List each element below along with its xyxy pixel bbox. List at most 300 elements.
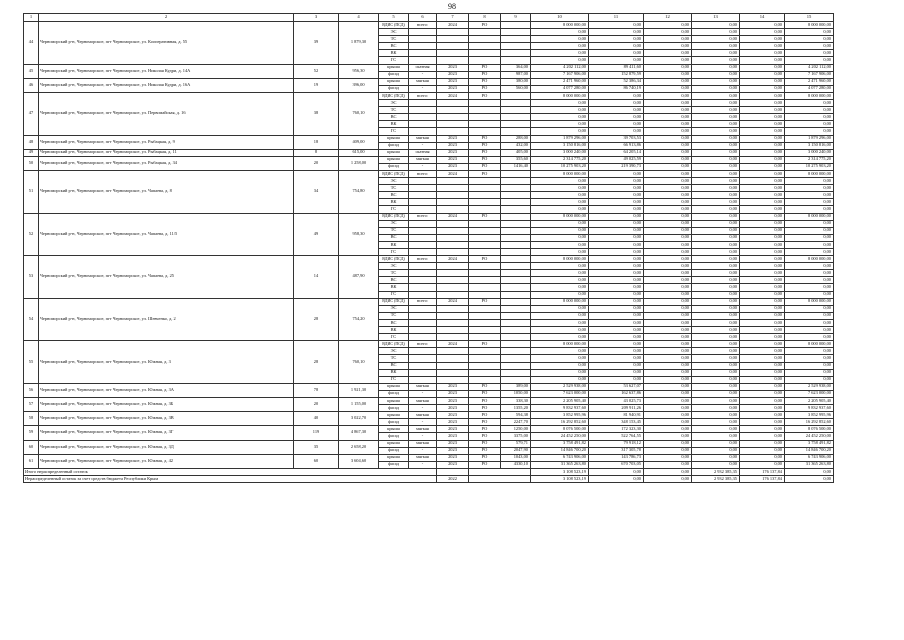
table-cell: 0,00: [644, 291, 692, 298]
table-cell: 7 167 906,00: [531, 71, 589, 78]
table-cell: 0,00: [740, 178, 785, 185]
table-cell: 0,00: [644, 249, 692, 256]
table-cell: 0,00: [785, 319, 834, 326]
table-cell: 0,00: [644, 433, 692, 440]
total-value: 2 932 385,35: [692, 468, 740, 475]
table-cell: 10 275 903,20: [785, 163, 834, 170]
table-cell: 1043,00: [501, 454, 531, 461]
table-cell: 0,00: [785, 270, 834, 277]
table-cell: мягкая: [409, 383, 437, 390]
total-blank: [469, 476, 531, 483]
table-cell: 8 000 000,00: [531, 213, 589, 220]
table-cell: 81 940,91: [589, 412, 644, 419]
table-cell: 14 846 700,20: [785, 447, 834, 454]
table-cell: [469, 220, 501, 227]
table-cell: 0,00: [785, 29, 834, 36]
table-cell: ТС: [379, 227, 409, 234]
table-cell: 0,00: [589, 234, 644, 241]
table-cell: РО: [469, 135, 501, 142]
table-cell: [409, 114, 437, 121]
total-value: 0,00: [589, 476, 644, 483]
table-cell: РО: [469, 64, 501, 71]
table-cell: ТС: [379, 270, 409, 277]
table-cell: [501, 29, 531, 36]
table-cell: [469, 128, 501, 135]
table-cell: 4 202 112,00: [785, 64, 834, 71]
table-cell: 487,90: [339, 256, 379, 299]
total-value: 3 108 523,19: [531, 476, 589, 483]
table-cell: 0,00: [692, 43, 740, 50]
table-cell: 0,00: [740, 376, 785, 383]
table-cell: 0,00: [740, 213, 785, 220]
table-cell: РО: [469, 419, 501, 426]
table-cell: 0,00: [740, 57, 785, 64]
total-value: 176 137,84: [740, 476, 785, 483]
table-cell: 0,00: [644, 312, 692, 319]
table-cell: 0,00: [785, 355, 834, 362]
address-cell: Черноморский р-н, Черноморское, пгт Черноморское, ул. Южная, д. 3В: [39, 412, 294, 426]
table-cell: -: [409, 419, 437, 426]
table-cell: 0,00: [740, 185, 785, 192]
table-cell: 1 879,30: [339, 22, 379, 65]
table-cell: 57: [24, 397, 39, 411]
address-cell: Черноморский р-н, Черноморское, пгт Черноморское, ул. Кооперативная, д. 55: [39, 22, 294, 65]
table-cell: 0,00: [740, 454, 785, 461]
table-cell: крыша: [379, 156, 409, 163]
table-cell: 0,00: [740, 85, 785, 92]
table-cell: 8 000 000,00: [531, 256, 589, 263]
column-number-cell: 15: [785, 14, 834, 22]
table-cell: 0,00: [531, 100, 589, 107]
table-cell: 0,00: [644, 156, 692, 163]
table-cell: [437, 43, 469, 50]
table-cell: [469, 192, 501, 199]
table-row: [24, 135, 834, 142]
table-cell: РО: [469, 341, 501, 348]
table-cell: [501, 256, 531, 263]
table-cell: всего:: [409, 341, 437, 348]
table-cell: 0,00: [644, 305, 692, 312]
table-cell: фасад: [379, 163, 409, 170]
table-cell: ВДИС (ПСД): [379, 170, 409, 177]
table-cell: 0,00: [785, 312, 834, 319]
table-cell: 43 025,73: [589, 397, 644, 404]
table-cell: 2024: [437, 22, 469, 29]
table-cell: 2023: [437, 64, 469, 71]
table-cell: 52: [294, 64, 339, 78]
table-cell: [409, 263, 437, 270]
table-cell: фасад: [379, 405, 409, 412]
table-cell: фасад: [379, 142, 409, 149]
address-cell: Черноморский р-н, Черноморское, пгт Черноморское, ул. Шевченко, д. 2: [39, 298, 294, 341]
table-cell: 0,00: [589, 100, 644, 107]
table-cell: -: [409, 71, 437, 78]
table-cell: [409, 100, 437, 107]
table-cell: 0,00: [785, 100, 834, 107]
table-cell: 0,00: [785, 57, 834, 64]
table-cell: [409, 227, 437, 234]
table-cell: 0,00: [644, 461, 692, 468]
table-cell: ВК: [379, 121, 409, 128]
table-cell: 0,00: [785, 291, 834, 298]
table-cell: 0,00: [785, 178, 834, 185]
table-cell: 0,00: [740, 305, 785, 312]
table-cell: 0,00: [692, 128, 740, 135]
table-cell: 0,00: [644, 107, 692, 114]
table-cell: 0,00: [589, 185, 644, 192]
table-cell: [409, 241, 437, 248]
table-cell: 10 275 903,20: [531, 163, 589, 170]
total-row: [24, 468, 834, 475]
address-cell: Черноморский р-н, Черноморское, пгт Черноморское, ул. Южная, д. 3: [39, 341, 294, 384]
table-cell: крыша: [379, 440, 409, 447]
table-cell: мягкая: [409, 78, 437, 85]
table-cell: [409, 192, 437, 199]
table-cell: 0,00: [692, 390, 740, 397]
table-cell: 0,00: [589, 50, 644, 57]
table-cell: [501, 43, 531, 50]
table-cell: 0,00: [740, 71, 785, 78]
table-cell: [437, 128, 469, 135]
table-cell: РО: [469, 71, 501, 78]
table-cell: 78: [294, 383, 339, 397]
table-cell: 0,00: [589, 206, 644, 213]
table-cell: 2023: [437, 397, 469, 404]
table-cell: 0,00: [740, 341, 785, 348]
table-cell: [501, 178, 531, 185]
total-value: 0,00: [589, 468, 644, 475]
table-cell: 0,00: [644, 341, 692, 348]
total-value: 3 108 523,19: [531, 468, 589, 475]
table-cell: 0,00: [692, 22, 740, 29]
table-cell: 760,10: [339, 341, 379, 384]
table-cell: мягкая: [409, 156, 437, 163]
table-cell: 0,00: [644, 64, 692, 71]
table-row: [24, 156, 834, 163]
table-cell: [409, 121, 437, 128]
table-cell: ВДИС (ПСД): [379, 92, 409, 99]
table-cell: 0,00: [692, 454, 740, 461]
table-cell: 7 623 000,00: [531, 390, 589, 397]
table-cell: 0,00: [531, 284, 589, 291]
table-cell: 2 205 905,40: [785, 397, 834, 404]
table-cell: [409, 29, 437, 36]
table-cell: 0,00: [589, 121, 644, 128]
table-cell: [469, 327, 501, 334]
table-cell: 0,00: [531, 249, 589, 256]
table-cell: 2047,90: [501, 447, 531, 454]
table-cell: 2023: [437, 142, 469, 149]
table-cell: 0,00: [644, 57, 692, 64]
table-cell: [469, 263, 501, 270]
table-cell: [501, 355, 531, 362]
table-cell: 51: [24, 170, 39, 213]
table-cell: ЭС: [379, 263, 409, 270]
table-cell: [437, 121, 469, 128]
table-cell: 0,00: [644, 22, 692, 29]
table-cell: РО: [469, 85, 501, 92]
table-cell: 0,00: [644, 128, 692, 135]
table-cell: 1 258,00: [339, 156, 379, 170]
table-cell: 405,00: [501, 149, 531, 156]
table-cell: ВК: [379, 284, 409, 291]
table-cell: 0,00: [589, 263, 644, 270]
address-cell: Черноморский р-н, Черноморское, пгт Черноморское, ул. Чапаева, д. 25: [39, 256, 294, 299]
table-cell: 0,00: [740, 277, 785, 284]
table-cell: 0,00: [589, 355, 644, 362]
table-cell: 0,00: [589, 213, 644, 220]
column-number-cell: 1: [24, 14, 39, 22]
table-cell: крыша: [379, 135, 409, 142]
table-cell: [469, 376, 501, 383]
table-cell: 0,00: [692, 419, 740, 426]
table-row: [24, 78, 834, 85]
table-cell: [469, 57, 501, 64]
table-cell: [501, 227, 531, 234]
table-cell: 0,00: [531, 36, 589, 43]
column-number-cell: 8: [469, 14, 501, 22]
table-cell: 0,00: [740, 319, 785, 326]
table-cell: [469, 319, 501, 326]
table-cell: 0,00: [740, 128, 785, 135]
table-cell: 2024: [437, 256, 469, 263]
table-cell: РО: [469, 447, 501, 454]
table-cell: [501, 128, 531, 135]
table-cell: РО: [469, 156, 501, 163]
table-cell: 49 025,59: [589, 156, 644, 163]
table-cell: 0,00: [644, 369, 692, 376]
table-cell: 0,00: [644, 426, 692, 433]
table-cell: 0,00: [644, 298, 692, 305]
table-cell: 2 314 775,20: [531, 156, 589, 163]
table-cell: 522 764,55: [589, 433, 644, 440]
table-cell: 2024: [437, 92, 469, 99]
table-cell: 0,00: [785, 284, 834, 291]
table-cell: 9 832 937,60: [785, 405, 834, 412]
table-cell: 0,00: [531, 57, 589, 64]
table-cell: -: [409, 461, 437, 468]
table-cell: 14 846 700,20: [531, 447, 589, 454]
table-cell: ТС: [379, 185, 409, 192]
table-cell: 2023: [437, 454, 469, 461]
table-cell: ГС: [379, 291, 409, 298]
table-cell: 0,00: [785, 362, 834, 369]
table-cell: 0,00: [644, 334, 692, 341]
table-cell: РО: [469, 383, 501, 390]
total-label: Нераспределенный остаток за счет средств бюджета Республики Крым: [24, 476, 437, 483]
table-cell: 52 386,34: [589, 78, 644, 85]
table-cell: [501, 369, 531, 376]
table-cell: 0,00: [692, 241, 740, 248]
table-cell: [469, 312, 501, 319]
repair-program-table-wrap: [23, 13, 833, 483]
table-cell: 0,00: [531, 199, 589, 206]
table-cell: [469, 284, 501, 291]
table-cell: 8 000 000,00: [785, 256, 834, 263]
table-cell: 0,00: [692, 270, 740, 277]
table-cell: 0,00: [785, 227, 834, 234]
table-cell: 60: [24, 440, 39, 454]
table-cell: 0,00: [589, 298, 644, 305]
table-cell: ВК: [379, 199, 409, 206]
table-cell: 0,00: [644, 114, 692, 121]
table-cell: РО: [469, 405, 501, 412]
table-cell: [437, 199, 469, 206]
table-cell: 594,38: [501, 412, 531, 419]
table-cell: 0,00: [644, 227, 692, 234]
table-cell: ТС: [379, 107, 409, 114]
table-cell: [501, 348, 531, 355]
table-cell: 0,00: [644, 348, 692, 355]
table-cell: 0,00: [785, 206, 834, 213]
table-cell: 0,00: [692, 199, 740, 206]
table-cell: [501, 121, 531, 128]
table-cell: мягкая: [409, 440, 437, 447]
table-cell: [409, 234, 437, 241]
table-cell: [409, 57, 437, 64]
table-cell: 0,00: [644, 234, 692, 241]
table-cell: 0,00: [740, 419, 785, 426]
table-cell: 0,00: [644, 43, 692, 50]
table-cell: 0,00: [785, 305, 834, 312]
table-cell: 0,00: [740, 78, 785, 85]
table-cell: 8 000 000,00: [531, 298, 589, 305]
table-cell: мягкая: [409, 412, 437, 419]
table-cell: [437, 241, 469, 248]
table-cell: 0,00: [692, 312, 740, 319]
table-cell: [409, 199, 437, 206]
table-cell: [437, 369, 469, 376]
table-cell: 0,00: [692, 319, 740, 326]
table-cell: 53 627,07: [589, 383, 644, 390]
table-cell: 0,00: [531, 114, 589, 121]
total-blank: [469, 468, 531, 475]
table-cell: [469, 369, 501, 376]
table-cell: мягкая: [409, 135, 437, 142]
repair-program-table: [23, 13, 834, 483]
table-cell: 0,00: [531, 312, 589, 319]
table-cell: ГС: [379, 376, 409, 383]
table-cell: [409, 362, 437, 369]
table-cell: РО: [469, 256, 501, 263]
table-cell: [501, 263, 531, 270]
table-cell: [437, 305, 469, 312]
table-cell: ВС: [379, 319, 409, 326]
table-cell: 0,00: [531, 334, 589, 341]
table-cell: 0,00: [531, 43, 589, 50]
table-cell: 58: [24, 412, 39, 426]
table-cell: 14: [294, 256, 339, 299]
table-cell: 1 921,30: [339, 383, 379, 397]
table-cell: 0,00: [589, 241, 644, 248]
table-cell: 0,00: [531, 227, 589, 234]
table-cell: РО: [469, 412, 501, 419]
table-cell: 0,00: [531, 263, 589, 270]
table-cell: [409, 319, 437, 326]
table-cell: 0,00: [531, 319, 589, 326]
table-cell: 3 758 491,82: [785, 440, 834, 447]
table-cell: 0,00: [531, 355, 589, 362]
total-value: 0,00: [644, 468, 692, 475]
table-cell: -: [409, 447, 437, 454]
table-cell: 0,00: [644, 376, 692, 383]
table-cell: 0,00: [644, 220, 692, 227]
table-cell: 0,00: [785, 327, 834, 334]
table-cell: 2024: [437, 341, 469, 348]
table-cell: 54: [24, 298, 39, 341]
table-cell: 0,00: [692, 369, 740, 376]
table-cell: 0,00: [589, 220, 644, 227]
table-cell: 0,00: [589, 270, 644, 277]
table-cell: 0,00: [692, 29, 740, 36]
table-cell: [501, 298, 531, 305]
table-cell: 0,00: [740, 390, 785, 397]
table-cell: [501, 341, 531, 348]
table-cell: 0,00: [644, 440, 692, 447]
column-number-cell: 14: [740, 14, 785, 22]
total-row: [24, 476, 834, 483]
table-cell: 0,00: [740, 163, 785, 170]
table-cell: 1355,20: [501, 405, 531, 412]
table-cell: 3 852 995,96: [785, 412, 834, 419]
table-cell: 1 879 296,00: [531, 135, 589, 142]
column-number-cell: 10: [531, 14, 589, 22]
table-cell: РО: [469, 426, 501, 433]
table-cell: 0,00: [531, 206, 589, 213]
table-cell: [437, 362, 469, 369]
table-cell: 348 153,45: [589, 419, 644, 426]
table-cell: всего:: [409, 213, 437, 220]
table-cell: 0,00: [644, 149, 692, 156]
table-cell: 53: [24, 256, 39, 299]
table-cell: 2023: [437, 156, 469, 163]
table-cell: 0,00: [644, 263, 692, 270]
table-row: [24, 440, 834, 447]
table-cell: [437, 284, 469, 291]
table-cell: 0,00: [589, 369, 644, 376]
table-cell: фасад: [379, 85, 409, 92]
total-value: 176 137,84: [740, 468, 785, 475]
table-cell: 3 000 240,00: [785, 149, 834, 156]
table-cell: 2024: [437, 170, 469, 177]
table-cell: 0,00: [531, 241, 589, 248]
table-cell: -: [409, 405, 437, 412]
table-cell: 0,00: [644, 270, 692, 277]
table-cell: 2024: [437, 298, 469, 305]
table-cell: -: [409, 163, 437, 170]
table-cell: [469, 206, 501, 213]
table-cell: 0,00: [740, 433, 785, 440]
table-cell: 0,00: [531, 327, 589, 334]
table-cell: [409, 50, 437, 57]
table-cell: [469, 178, 501, 185]
table-cell: 1250,00: [501, 426, 531, 433]
table-cell: 0,00: [692, 163, 740, 170]
table-cell: 16 292 852,60: [531, 419, 589, 426]
table-cell: 0,00: [692, 383, 740, 390]
table-cell: [437, 29, 469, 36]
table-cell: 0,00: [692, 362, 740, 369]
table-cell: 0,00: [692, 71, 740, 78]
table-cell: [409, 369, 437, 376]
table-cell: крыша: [379, 397, 409, 404]
column-number-cell: 4: [339, 14, 379, 22]
table-cell: 50: [24, 156, 39, 170]
table-cell: [409, 128, 437, 135]
table-cell: [409, 185, 437, 192]
table-cell: [409, 348, 437, 355]
table-cell: 0,00: [692, 433, 740, 440]
